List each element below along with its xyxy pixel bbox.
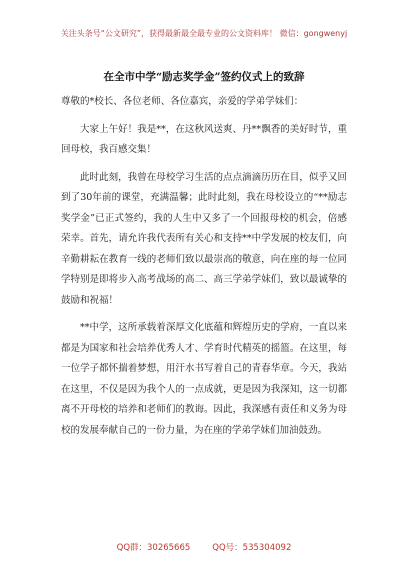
- paragraph: 大家上午好！我是**，在这秋风送爽、丹**飘香的美好时节，重回母校，我百感交集！: [61, 123, 347, 155]
- document-title: 在全市中学“励志奖学金”签约仪式上的致辞: [103, 71, 305, 83]
- paragraph: **中学，这所承载着深厚文化底蕴和辉煌历史的学府，一直以来都是为国家和社会培养优秀人才、学育时代精英的摇篮。在这里，每一位学子都怀揣着梦想，用汗水书写着自己的青春华章。今天，我站在这里，不仅是因为我个人的一点成就，更是因为我深知，这一切都离不开母校的培养和老师们的教诲。因此，我深感有责任和义务为母校的发展奉献自己的一份力量，为在座的学弟学妹们加油鼓劲。: [61, 322, 347, 436]
- qq-group-label: QQ群：30265665: [116, 543, 191, 553]
- paragraph: 此时此刻，我曾在母校学习生活的点点滴滴历历在目，似乎又回到了30年前的课堂，充满温馨；此时此刻，我在母校设立的“**励志奖学金”已正式签约，我的人生中又多了一个回报母校的机会，倍感荣幸。首先，请允许我代表所有关心和支持**中学发展的校友们，向辛勤耕耘在教育一线的老师们致以最崇高的敬意，向在座的每一位同学特别是即将步入高考战场的高二、高三学弟学妹们，致以最诚挚的鼓励和祝福！: [61, 171, 347, 306]
- footer-contact: [0, 541, 408, 553]
- salutation: 尊敬的*校长、各位老师、各位嘉宾，亲爱的学弟学妹们：: [61, 96, 304, 107]
- header-banner: 关注头条号“公文研究”，获得最新最全最专业的公文资料库！ 微信：gongwenyj: [60, 29, 348, 38]
- qq-number-label: QQ号：535304092: [212, 543, 292, 553]
- document-body: [61, 92, 347, 448]
